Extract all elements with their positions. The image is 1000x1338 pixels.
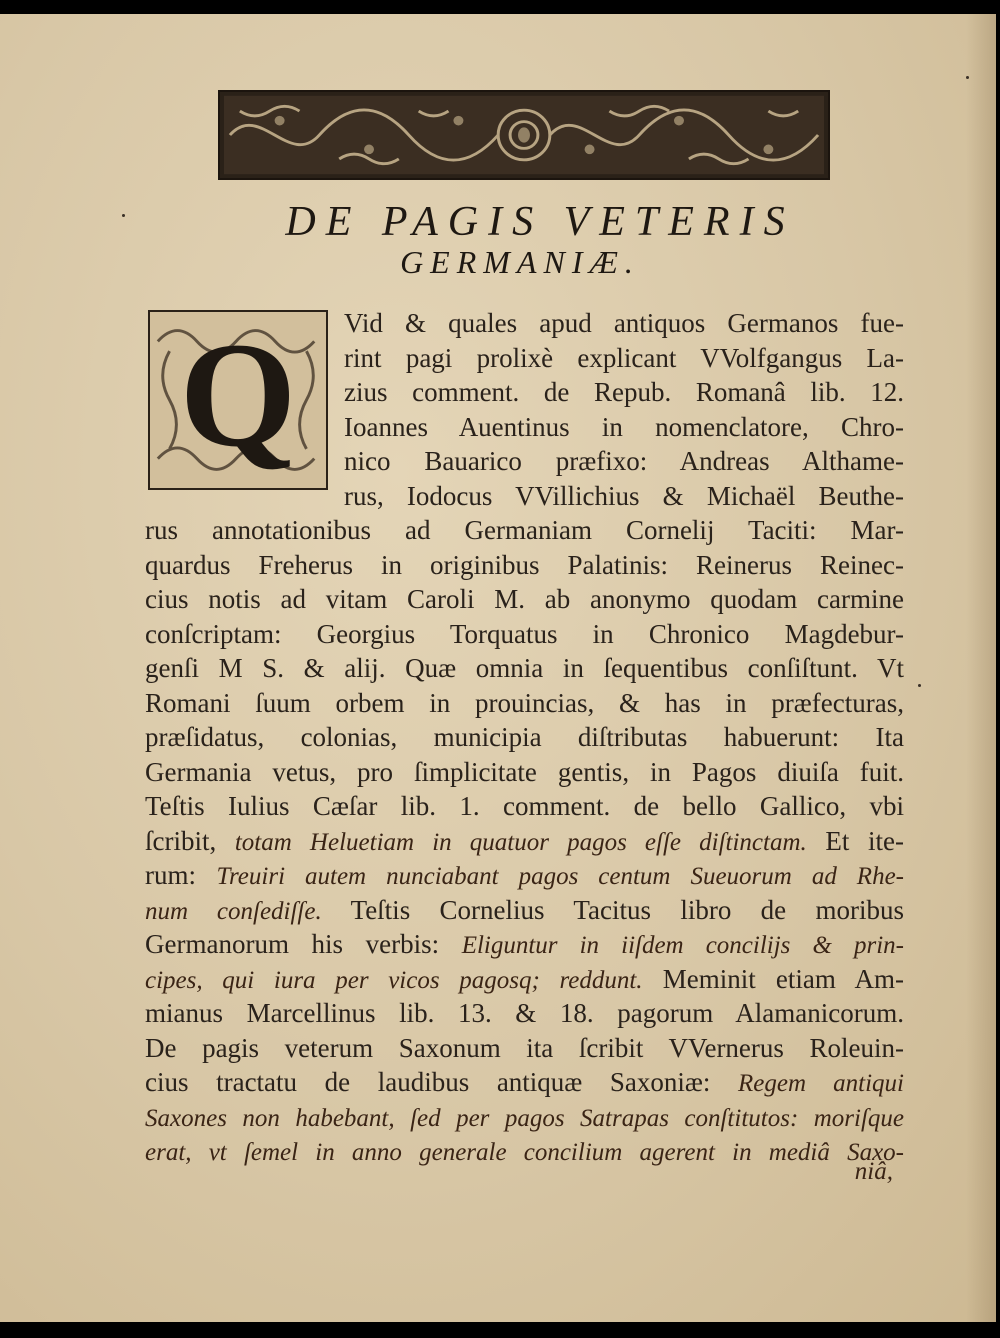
catchword: niâ, <box>854 1158 893 1185</box>
text-segment: rum: <box>145 860 217 890</box>
text-segment: cius notis ad vitam Caroli M. ab anonymo quodam carmine <box>145 584 904 614</box>
title-line-1: DE PAGIS VETERIS <box>285 199 795 245</box>
text-line <box>145 1031 904 1066</box>
text-segment: cipes, qui iura per vicos pagosq; reddunt. <box>145 966 643 994</box>
text-segment: totam Heluetiam in quatuor pagos eſſe diſtinctam. <box>234 828 807 856</box>
text-line <box>344 375 904 410</box>
text-line <box>145 686 904 721</box>
text-segment: De pagis veterum Saxonum ita ſcribit VVernerus Roleuin- <box>145 1032 904 1063</box>
text-line <box>145 582 904 617</box>
text-segment: Saxones non habebant, ſed per pagos Satrapas conſtitutos: moriſque <box>145 1104 904 1132</box>
text-line <box>145 548 904 583</box>
text-line <box>344 410 904 445</box>
text-segment: ſcribit, <box>145 825 235 856</box>
text-segment: erat, vt ſemel in anno generale concilium agerent in mediâ Saxo- <box>145 1139 904 1166</box>
text-line <box>145 927 904 962</box>
text-segment: Germanorum his verbis: <box>145 929 462 959</box>
text-segment: rint pagi prolixè explicant VVolfgangus La- <box>344 342 904 373</box>
text-segment: Ioannes Auentinus in nomenclatore, Chro- <box>344 411 904 442</box>
text-line <box>145 893 904 928</box>
text-segment: genſi M S. & alij. Quæ omnia in ſequentibus conſiſtunt. Vt <box>145 653 904 683</box>
text-segment: Vid & quales apud antiquos Germanos fue- <box>344 308 904 338</box>
text-line <box>344 341 904 376</box>
text-line <box>145 1100 904 1135</box>
text-line <box>344 479 904 514</box>
text-line <box>145 858 904 893</box>
initial-letter: Q <box>179 312 297 478</box>
text-line <box>145 720 904 755</box>
text-segment: num conſediſſe. <box>145 897 322 925</box>
text-line <box>145 513 904 548</box>
ornamental-headpiece <box>218 90 830 180</box>
text-line <box>145 617 904 652</box>
text-segment: rus, Iodocus VVillichius & Michaël Beuthe- <box>344 480 904 511</box>
ink-speck <box>918 684 921 687</box>
text-segment: Meminit etiam Am- <box>642 963 904 994</box>
title-line-2: GERMANIÆ. <box>400 244 640 280</box>
text-line <box>145 789 904 824</box>
text-segment: Regem antiqui <box>738 1070 904 1097</box>
text-beside-initial <box>344 306 904 513</box>
text-segment: Treuiri autem nunciabant pagos centum Sueuorum ad Rhe- <box>216 863 904 890</box>
text-segment: Eliguntur in iiſdem concilijs & prin- <box>461 932 904 959</box>
text-segment: mianus Marcellinus lib. 13. & 18. pagorum Alamanicorum. <box>145 998 904 1028</box>
text-segment: Teſtis Iulius Cæſar lib. 1. comment. de bello Gallico, vbi <box>145 791 904 821</box>
text-segment: Et ite- <box>806 825 904 856</box>
text-segment: quardus Freherus in originibus Palatinis: Reinerus Reinec- <box>145 549 904 580</box>
text-segment: nico Bauarico præfixo: Andreas Althame- <box>344 446 904 476</box>
text-segment: Teſtis Cornelius Tacitus libro de moribus <box>321 894 904 925</box>
headpiece-ornament-icon <box>220 92 828 178</box>
book-page <box>0 14 996 1322</box>
text-line <box>145 755 904 790</box>
text-segment: zius comment. de Repub. Romanâ lib. 12. <box>344 377 904 407</box>
text-line <box>145 651 904 686</box>
decorated-initial <box>148 310 328 490</box>
text-line <box>145 996 904 1031</box>
text-segment: præſidatus, colonias, municipia diſtributas habuerunt: Ita <box>145 722 904 752</box>
text-segment: Germania vetus, pro ſimplicitate gentis, in Pagos diuiſa fuit. <box>145 756 904 787</box>
ink-speck <box>966 76 969 79</box>
text-line <box>145 962 904 997</box>
text-line <box>344 444 904 479</box>
text-line <box>145 824 904 859</box>
ink-speck <box>122 214 125 217</box>
text-segment: cius tractatu de laudibus antiquæ Saxoniæ: <box>145 1067 739 1097</box>
text-segment: rus annotationibus ad Germaniam Cornelij Taciti: Mar- <box>145 515 904 545</box>
text-line <box>145 1065 904 1100</box>
text-segment: Romani ſuum orbem in prouincias, & has in præfecturas, <box>145 687 904 718</box>
text-body <box>145 513 904 1169</box>
text-segment: conſcriptam: Georgius Torquatus in Chronico Magdebur- <box>145 618 904 649</box>
text-line <box>344 306 904 341</box>
